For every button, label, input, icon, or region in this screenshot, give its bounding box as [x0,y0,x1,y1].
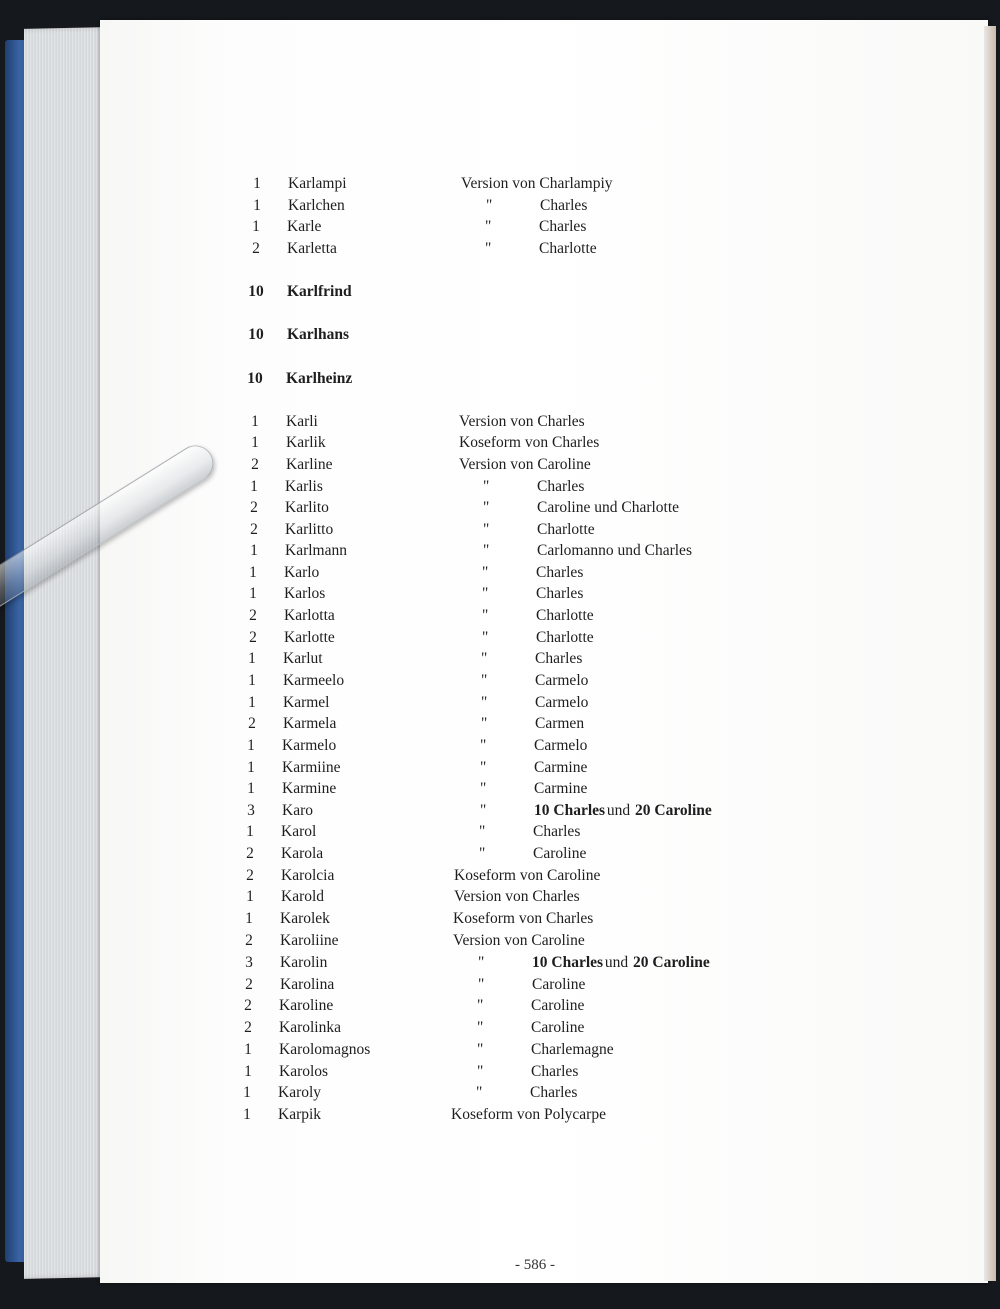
ditto-mark: " [483,521,490,538]
list-item [0,324,700,345]
entry-count: 1 [251,434,259,451]
entry-count: 1 [243,1106,251,1123]
list-item [0,605,700,626]
entry-name: Karline [286,456,333,473]
entry-description-bold: 20 Caroline [635,802,712,819]
entry-count: 1 [246,888,254,905]
entry-name: Karola [281,845,324,862]
entry-description: Carmelo [535,672,589,689]
ditto-mark: " [480,780,487,797]
entry-description: Caroline [531,997,585,1014]
entry-description: Caroline und Charlotte [537,499,680,516]
entry-name: Karlmann [285,542,347,559]
entry-description: und [603,802,634,819]
entry-name: Karlampi [288,175,347,192]
ditto-mark: " [477,997,484,1014]
entry-description: Charles [530,1084,578,1101]
entry-count: 1 [250,478,258,495]
entry-description: Carmine [534,759,588,776]
entry-count: 3 [247,802,255,819]
ditto-mark: " [482,564,489,581]
ditto-mark: " [478,976,485,993]
list-item [0,908,700,929]
entry-description-bold: 20 Caroline [633,954,710,971]
ditto-mark: " [479,845,486,862]
entry-description: Charles [536,564,584,581]
entry-name: Karoliine [280,932,339,949]
ditto-mark: " [482,629,489,646]
entry-count: 2 [248,715,256,732]
entry-description: Koseform von Polycarpe [451,1106,606,1123]
entry-count: 2 [251,456,259,473]
entry-name: Karlut [283,650,323,667]
entry-name: Karold [281,888,325,905]
entry-name: Karolek [280,910,330,927]
list-item [0,778,700,799]
entry-name: Karolin [280,954,328,971]
entry-description: Charles [536,585,584,602]
entry-count: 1 [252,218,260,235]
entry-count: 1 [249,585,257,602]
ditto-mark: " [477,1019,484,1036]
entry-name: Karmelo [282,737,337,754]
entry-description: Caroline [533,845,587,862]
ditto-mark: " [482,585,489,602]
entry-description: und [601,954,632,971]
entry-count: 2 [245,976,253,993]
ditto-mark: " [483,478,490,495]
entry-name: Karlotta [284,607,335,624]
entry-description: Koseform von Charles [459,434,600,451]
entry-name: Karlos [284,585,326,602]
ditto-mark: " [480,802,487,819]
entry-count: 1 [244,1063,252,1080]
list-item [0,540,700,561]
list-item [0,583,700,604]
entry-name: Karmeelo [283,672,345,689]
ditto-mark: " [481,694,488,711]
entry-count: 1 [250,542,258,559]
entry-name: Karlis [285,478,323,495]
entry-description: Version von Caroline [459,456,591,473]
list-item [0,692,700,713]
list-item [0,1082,700,1103]
entry-description: Charlotte [536,629,594,646]
entry-description: Caroline [531,1019,585,1036]
list-item [0,562,700,583]
entry-name: Karletta [287,240,337,257]
ditto-mark: " [481,672,488,689]
list-item [0,1104,700,1125]
entry-name: Karlchen [288,197,345,214]
ditto-mark: " [486,197,493,214]
entry-count: 1 [244,1041,252,1058]
entry-name: Karpik [278,1106,322,1123]
entry-description: Charles [539,218,587,235]
entry-name: Karlheinz [286,370,353,387]
entry-count: 1 [246,823,254,840]
entry-count: 2 [244,1019,252,1036]
entry-count: 10 [247,370,263,387]
list-item [0,432,700,453]
entry-count: 2 [252,240,260,257]
entry-name: Karolina [280,976,335,993]
entry-name: Karo [282,802,313,819]
list-item [0,930,700,951]
entry-name: Karlfrind [287,283,352,300]
list-item [0,281,700,302]
ditto-mark: " [481,715,488,732]
ditto-mark: " [483,542,490,559]
entry-count: 1 [247,737,255,754]
list-item [0,368,700,389]
list-item [0,195,700,216]
list-item [0,1039,700,1060]
entry-name: Karlo [284,564,320,581]
entry-description: Charlotte [537,521,595,538]
list-item [0,757,700,778]
entry-description: Koseform von Caroline [454,867,601,884]
ditto-mark: " [482,607,489,624]
list-item [0,476,700,497]
ditto-mark: " [485,218,492,235]
list-item [0,216,700,237]
entry-count: 2 [249,629,257,646]
entry-name: Karoline [279,997,334,1014]
entry-description: Charlemagne [531,1041,614,1058]
ditto-mark: " [481,650,488,667]
entry-count: 10 [248,283,264,300]
entry-name: Karmel [283,694,330,711]
entry-count: 2 [250,499,258,516]
ditto-mark: " [483,499,490,516]
list-item [0,648,700,669]
ditto-mark: " [476,1084,483,1101]
entry-description: Carmen [535,715,585,732]
page-number: - 586 - [515,1257,555,1273]
entry-count: 2 [246,867,254,884]
list-item [0,627,700,648]
entry-description-bold: 10 Charles [532,954,604,971]
entry-description-bold: 10 Charles [534,802,606,819]
entry-count: 1 [247,759,255,776]
entry-description: Caroline [532,976,586,993]
entry-count: 2 [250,521,258,538]
entry-name: Karolos [279,1063,329,1080]
list-item [0,800,712,821]
entry-count: 1 [245,910,253,927]
list-item [0,865,700,886]
entry-description: Carmine [534,780,588,797]
entry-name: Karolcia [281,867,335,884]
entry-description: Charles [537,478,585,495]
entry-description: Version von Charles [459,413,585,430]
list-item [0,1061,700,1082]
list-item [0,670,700,691]
entry-name: Karolinka [279,1019,341,1036]
entry-count: 1 [253,175,261,192]
entry-description: Carlomanno und Charles [537,542,692,559]
entry-count: 10 [248,326,264,343]
entry-count: 1 [248,672,256,689]
ditto-mark: " [477,1041,484,1058]
list-item [0,886,700,907]
entry-description: Version von Caroline [453,932,585,949]
entry-description: Carmelo [535,694,589,711]
entry-name: Karlito [285,499,329,516]
list-item [0,1017,700,1038]
list-item [0,735,700,756]
entry-name: Karol [281,823,317,840]
entry-count: 1 [253,197,261,214]
entry-name: Karlik [286,434,326,451]
entry-name: Karli [286,413,318,430]
entry-name: Karlotte [284,629,335,646]
list-item [0,173,700,194]
entry-count: 1 [249,564,257,581]
entry-description: Koseform von Charles [453,910,594,927]
entry-name: Karolomagnos [279,1041,371,1058]
entry-name: Karlitto [285,521,334,538]
entry-name: Karmine [282,780,337,797]
list-item [0,411,700,432]
entry-description: Charlotte [536,607,594,624]
list-item [0,995,700,1016]
entry-description: Charles [533,823,581,840]
entry-name: Karmiine [282,759,341,776]
ditto-mark: " [477,1063,484,1080]
entry-name: Karle [287,218,322,235]
ditto-mark: " [485,240,492,257]
entry-count: 2 [245,932,253,949]
ditto-mark: " [480,759,487,776]
entry-name: Karoly [278,1084,322,1101]
ditto-mark: " [478,954,485,971]
ditto-mark: " [480,737,487,754]
list-item [0,974,700,995]
entry-count: 1 [247,780,255,797]
entry-description: Charles [540,197,588,214]
list-item [0,821,700,842]
entry-count: 2 [244,997,252,1014]
entry-count: 1 [243,1084,251,1101]
list-item [0,713,700,734]
entry-description: Charlotte [539,240,597,257]
entry-description: Version von Charlampiy [461,175,613,192]
list-item [0,843,700,864]
list-item [0,238,700,259]
entry-name: Karmela [283,715,337,732]
entry-description: Carmelo [534,737,588,754]
entry-count: 1 [251,413,259,430]
entry-count: 1 [248,694,256,711]
list-item [0,952,710,973]
entry-name: Karlhans [287,326,350,343]
entry-count: 2 [249,607,257,624]
entry-count: 3 [245,954,253,971]
list-item [0,454,700,475]
ditto-mark: " [479,823,486,840]
entry-count: 2 [246,845,254,862]
entry-description: Version von Charles [454,888,580,905]
entry-description: Charles [535,650,583,667]
entry-description: Charles [531,1063,579,1080]
entry-count: 1 [248,650,256,667]
